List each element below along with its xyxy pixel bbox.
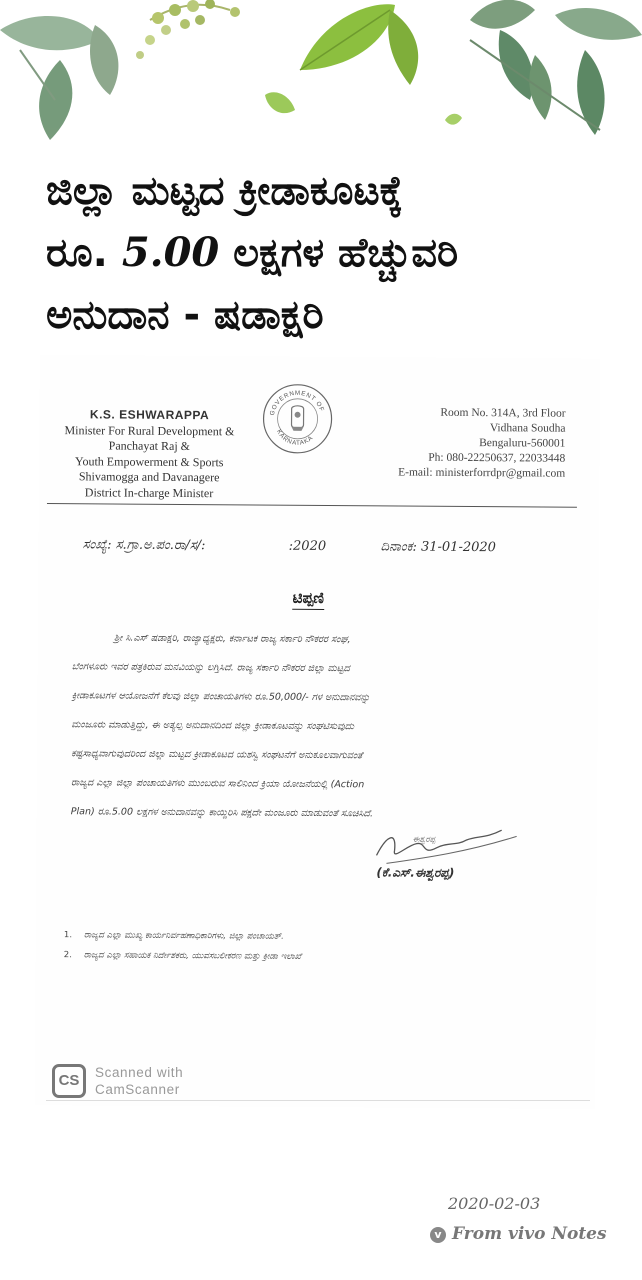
headline: [46, 160, 606, 346]
body-line: ಕ್ರೀಡಾಕೂಟಗಳ ಆಯೋಜನೆಗೆ ಕೆಲವು ಜಿಲ್ಲಾ ಪಂಚಾಯತಿಗಳು ರೂ.50,000/- ಗಳ ಅನುದಾನವನ್ನು: [71, 690, 371, 704]
memo-heading-text: ಟಿಪ್ಪಣಿ: [293, 589, 324, 610]
emblem-text-top: GOVERNMENT OF: [268, 389, 326, 417]
address-line: Vidhana Soudha: [489, 422, 566, 435]
letterhead-divider: [47, 503, 577, 508]
copy-item-number: 1.: [63, 930, 73, 941]
camscanner-line-2: CamScanner: [95, 1082, 180, 1097]
phone-line: Ph: 080-22250637, 22033448: [428, 451, 566, 465]
vivo-notes-label: From vivo Notes: [452, 1224, 607, 1244]
designation-line: Youth Empowerment & Sports: [74, 453, 224, 469]
karnataka-emblem-icon: [261, 383, 334, 456]
headline-line-2-prefix: ರೂ.: [46, 230, 122, 276]
letter-date: ದಿನಾಂಕ: 31-01-2020: [380, 539, 497, 556]
headline-line-1: ಜಿಲ್ಲಾ ಮಟ್ಟದ ಕ್ರೀಡಾಕೂಟಕ್ಕೆ: [46, 168, 403, 214]
copy-to-list: [64, 925, 544, 968]
designation-line: District In-charge Minister: [84, 484, 214, 500]
minister-name: K.S. ESHWARAPPA: [89, 407, 210, 423]
camscanner-line-1: Scanned with: [95, 1065, 184, 1080]
emblem-text-bottom: KARNATAKA: [275, 428, 315, 447]
reference-year: :2020: [288, 538, 327, 555]
email-line: E-mail: ministerforrdpr@gmail.com: [398, 466, 566, 480]
body-line: Plan) ರೂ.5.00 ಲಕ್ಷಗಳ ಅನುದಾನವನ್ನು ಕಾಯ್ದಿರಿಸಿ ಪಕ್ಷದೇ ಮಂಜೂರು ಮಾಡುವಂತೆ ಸೂಚಿಸಿದೆ.: [70, 806, 374, 820]
body-line: ಬೆಂಗಳೂರು ಇವರ ಪತ್ರಕಿರುವ ಮನವಿಯನ್ನು ಲಗ್ತಿಸಿದೆ. ರಾಜ್ಯ ಸರ್ಕಾರಿ ನೌಕರರ ಜಿಲ್ಲಾ ಮಟ್ಟದ: [71, 661, 350, 675]
letterhead-right: [339, 405, 566, 482]
vivo-notes-brand: [430, 1224, 607, 1244]
reference-number: ಸಂಖ್ಯೆ: ಸ.ಗ್ರಾ.ಅ.ಪಂ.ರಾ/ಸ/:: [82, 537, 206, 554]
headline-amount: 5.00: [121, 229, 220, 276]
signature-scrawl: ಈಶ್ವರಪ್ಪ: [412, 834, 436, 844]
camscanner-watermark: [95, 1064, 183, 1098]
signatory-name: (ಕೆ.ಎಸ್.ಈಶ್ವರಪ್ಪ): [376, 865, 455, 880]
copy-item-text: ರಾಜ್ಯದ ಎಲ್ಲಾ ಮುಖ್ಯ ಕಾರ್ಯನಿರ್ವಹಣಾಧಿಕಾರಿಗಳು, ಜಿಲ್ಲಾ ಪಂಚಾಯತ್.: [83, 930, 284, 942]
note-date: 2020-02-03: [448, 1194, 541, 1213]
designation-line: Minister For Rural Development &: [64, 422, 235, 438]
copy-item-number: 2.: [63, 950, 72, 961]
letterhead-left: [49, 407, 250, 501]
svg-text:KARNATAKA: [275, 428, 315, 447]
address-line: Room No. 314A, 3rd Floor: [440, 406, 566, 420]
leaves-decoration-icon: [0, 0, 642, 140]
designation-line: Shivamogga and Davanagere: [78, 469, 220, 485]
headline-line-2-suffix: ಲಕ್ಷಗಳ ಹೆಚ್ಚುವರಿ: [219, 230, 459, 276]
memo-heading: [38, 587, 578, 609]
body-line: ರಾಜ್ಯದ ಎಲ್ಲಾ ಜಿಲ್ಲಾ ಪಂಚಾಯತಿಗಳು ಮುಂಬರುವ ಸಾಲಿನಿಂದ ಕ್ರಿಯಾ ಯೋಜನೆಯಲ್ಲಿ (Action: [70, 777, 365, 791]
address-line: Bengaluru-560001: [479, 437, 566, 450]
body-line: ಕಷ್ಟಸಾಧ್ಯವಾಗುವುದರಿಂದ ಜಿಲ್ಲಾ ಮಟ್ಟದ ಕ್ರೀಡಾಕೂಟದ ಯಶಸ್ವಿ ಸಂಘಟನೆಗೆ ಅನುಕೂಲವಾಗುವಂತೆ: [71, 748, 363, 762]
body-line: ಮಂಜೂರು ಮಾಡುತ್ತಿದ್ದು, ಈ ಅತ್ಯಲ್ಪ ಅನುದಾನದಿಂದ ಜಿಲ್ಲಾ ಕ್ರೀಡಾಕೂಟವನ್ನು ಸಂಘಟಿಸುವುದು: [71, 719, 355, 733]
copy-item: [64, 945, 544, 968]
copy-item-text: ರಾಜ್ಯದ ಎಲ್ಲಾ ಸಹಾಯಕ ನಿರ್ದೇಶಕರು, ಯುವಸಬಲೀಕರಣ ಮತ್ತು ಕ್ರೀಡಾ ಇಲಾಖೆ: [83, 950, 302, 962]
memo-body: [71, 623, 562, 829]
scanned-letter: [35, 355, 600, 1109]
scan-bottom-edge: [46, 1100, 590, 1101]
designation-line: Panchayat Raj &: [108, 438, 191, 454]
headline-line-3: ಅನುದಾನ - ಷಡಾಕ್ಷರಿ: [46, 292, 324, 338]
vivo-logo-icon: v: [430, 1227, 446, 1243]
body-line: ಶ್ರೀ ಸಿ.ಎಸ್ ಷಡಾಕ್ಷರಿ, ರಾಜ್ಯಾಧ್ಯಕ್ಷರು, ಕರ್ನಾಟಕ ರಾಜ್ಯ ಸರ್ಕಾರಿ ನೌಕರರ ಸಂಘ,: [113, 632, 351, 646]
headline-line-2: [46, 222, 606, 284]
camscanner-logo-icon: CS: [52, 1064, 86, 1098]
